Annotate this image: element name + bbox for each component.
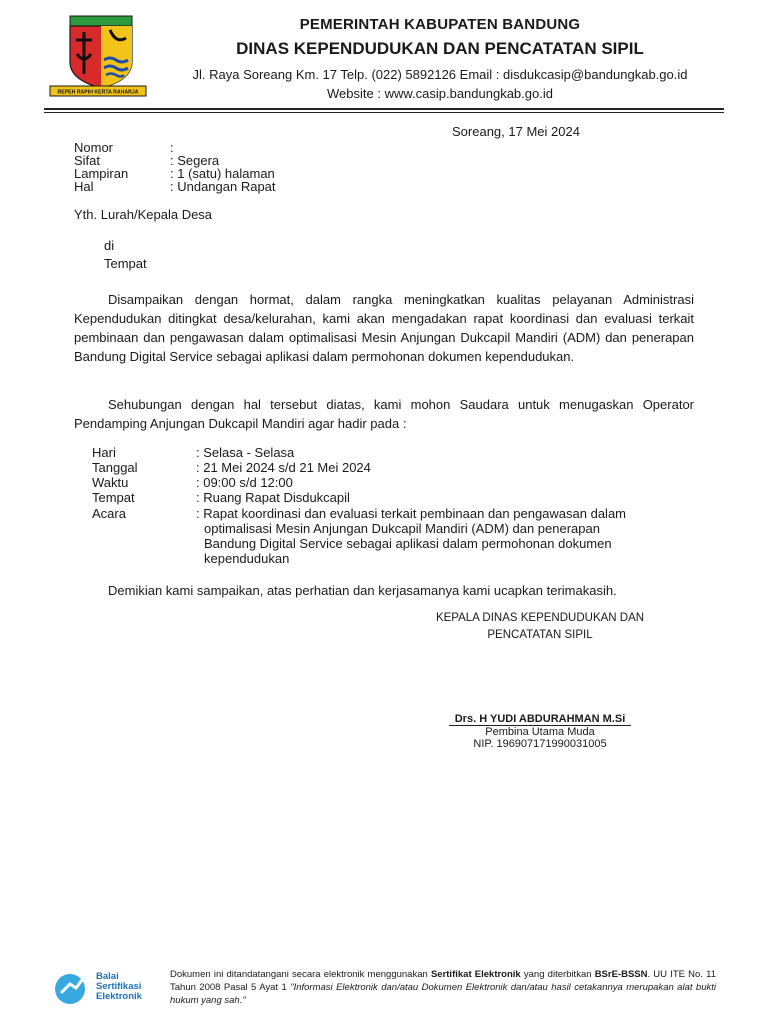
meta-label: Nomor (74, 140, 114, 155)
header-divider-thin (44, 112, 724, 113)
agenda-label: Hari (92, 445, 116, 460)
meta-label: Hal (74, 179, 94, 194)
signatory-title-2: PENCATATAN SIPIL (487, 629, 593, 641)
agenda-label: Tanggal (92, 460, 138, 475)
agenda-label: Tempat (92, 490, 135, 505)
signatory-name: Drs. H YUDI ABDURAHMAN M.Si (400, 713, 680, 725)
meta-label: Sifat (74, 153, 101, 168)
office-address: Jl. Raya Soreang Km. 17 Telp. (022) 5892126 Email : disdukcasip@bandungkab.go.id (192, 67, 688, 82)
agenda-label: Acara (92, 506, 126, 521)
office-website: Website : www.casip.bandungkab.go.id (327, 86, 553, 101)
department-heading: DINAS KEPENDUDUKAN DAN PENCATATAN SIPIL (236, 39, 644, 58)
signatory-title-1: KEPALA DINAS KEPENDUDUKAN DAN (435, 612, 645, 624)
recipient-di: di (104, 238, 115, 253)
agenda-value: : 21 Mei 2024 s/d 21 Mei 2024 (196, 460, 371, 475)
meta-value: : Segera (170, 153, 220, 168)
signatory-rank: Pembina Utama Muda (485, 726, 595, 738)
agenda-value: : Rapat koordinasi dan evaluasi terkait pembinaan dan pengawasan dalam optimalisasi Mesin Anjungan Dukcapil Mandiri (ADM) dan penerapan Bandung Digital Service sebagai aplikasi dalam permohonan dokumen kependudukan (196, 506, 627, 566)
electronic-signature-notice: Dokumen ini ditandatangani secara elektronik menggunakan Sertifikat Elektronik yang diterbitkan BSrE-BSSN. UU ITE No. 11 Tahun 2008 Pasal 5 Ayat 1 "Informasi Elektronik dan/atau Dokumen Elektronik dan/atau hasil cetakannya merupakan alat bukti hukum yang sah." (170, 969, 716, 1006)
government-heading: PEMERINTAH KABUPATEN BANDUNG (299, 16, 581, 33)
recipient-line: Yth. Lurah/Kepala Desa (74, 207, 213, 222)
body-paragraph-1: Disampaikan dengan hormat, dalam rangka meningkatkan kualitas pelayanan Administrasi Kependudukan ditingkat desa/kelurahan, kami akan mengadakan rapat koordinasi dan evaluasi terkait pembinaan dan pengawasan dalam optimalisasi Mesin Anjungan Dukcapil Mandiri (ADM) dan penerapan Bandung Digital Service sebagai aplikasi dalam permohonan dokumen kependudukan. (74, 292, 694, 364)
meta-value: : 1 (satu) halaman (170, 166, 275, 181)
body-paragraph-2: Sehubungan dengan hal tersebut diatas, kami mohon Saudara untuk menugaskan Operator Pendamping Anjungan Dukcapil Mandiri agar hadir pada : (74, 397, 694, 431)
agenda-label: Waktu (92, 475, 129, 490)
header-divider-thick (44, 108, 724, 110)
agenda-value: : Ruang Rapat Disdukcapil (196, 490, 350, 505)
closing-sentence: Demikian kami sampaikan, atas perhatian dan kerjasamanya kami ucapkan terimakasih. (108, 583, 617, 598)
letter-date: Soreang, 17 Mei 2024 (452, 124, 580, 139)
meta-label: Lampiran (74, 166, 129, 181)
signatory-nip: NIP. 196907171990031005 (473, 738, 607, 750)
meta-value: : Undangan Rapat (170, 179, 276, 194)
agenda-value: : 09:00 s/d 12:00 (196, 475, 293, 490)
logo-motto: REPEH RAPIH KERTA RAHARJA (57, 89, 139, 96)
kabupaten-bandung-logo (44, 14, 152, 98)
agenda-value: : Selasa - Selasa (196, 445, 295, 460)
bsre-label: Balai Sertifikasi Elektronik (96, 971, 142, 1002)
meta-value: : (170, 140, 174, 155)
recipient-place: Tempat (104, 256, 147, 271)
bsre-logo-icon (52, 972, 92, 1006)
